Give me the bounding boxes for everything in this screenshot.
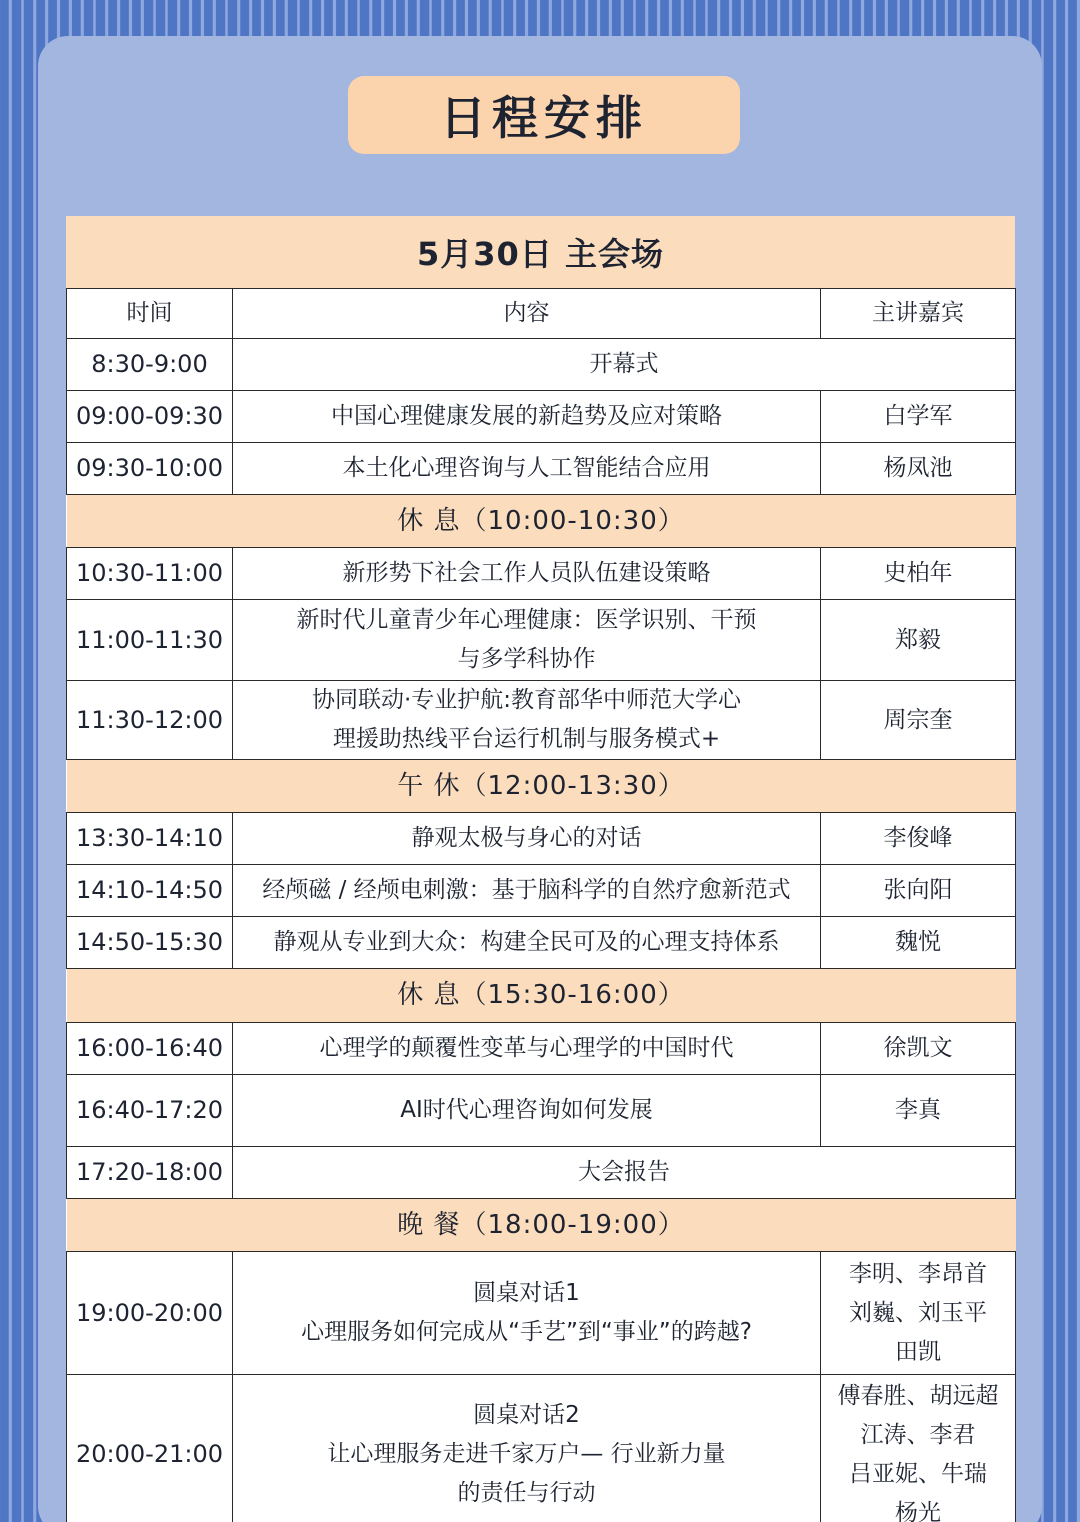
- break-row: [67, 495, 1016, 548]
- row-content: [233, 600, 821, 681]
- row-speaker: 李真: [821, 1075, 1016, 1147]
- content-line: 理援助热线平台运行机制与服务模式+: [332, 726, 721, 752]
- row-content: 本土化心理咨询与人工智能结合应用: [233, 443, 821, 495]
- row-time: 16:40-17:20: [67, 1075, 233, 1147]
- table-row: [67, 1147, 1016, 1199]
- row-speaker: 张向阳: [821, 865, 1016, 917]
- row-time: 13:30-14:10: [67, 813, 233, 865]
- row-speaker: 李俊峰: [821, 813, 1016, 865]
- row-content: 新形势下社会工作人员队伍建设策略: [233, 548, 821, 600]
- row-content: 经颅磁 / 经颅电刺激：基于脑科学的自然疗愈新范式: [233, 865, 821, 917]
- row-content: 开幕式: [233, 339, 1016, 391]
- row-speaker: 徐凯文: [821, 1023, 1016, 1075]
- content-line: 的责任与行动: [457, 1480, 596, 1506]
- row-time: 11:30-12:00: [67, 681, 233, 760]
- row-time: 20:00-21:00: [67, 1375, 233, 1522]
- table-row: [67, 339, 1016, 391]
- speaker-line: 江涛、李君: [860, 1421, 976, 1448]
- row-content: 中国心理健康发展的新趋势及应对策略: [233, 391, 821, 443]
- schedule-table: [66, 288, 1016, 1522]
- table-row: [67, 600, 1016, 681]
- content-line: 让心理服务走进千家万户— 行业新力量: [327, 1441, 726, 1467]
- speaker-line: 杨光: [895, 1499, 941, 1522]
- speaker-line: 吕亚妮、牛瑞: [849, 1460, 987, 1487]
- content-line: 新时代儿童青少年心理健康：医学识别、干预: [296, 607, 757, 633]
- row-time: 8:30-9:00: [67, 339, 233, 391]
- session-header: 5月30日 主会场: [66, 216, 1015, 288]
- table-row: [67, 681, 1016, 760]
- table-row: [67, 813, 1016, 865]
- row-time: 14:10-14:50: [67, 865, 233, 917]
- row-content: 静观太极与身心的对话: [233, 813, 821, 865]
- content-line: 圆桌对话2: [473, 1402, 580, 1428]
- row-time: 10:30-11:00: [67, 548, 233, 600]
- row-time: 17:20-18:00: [67, 1147, 233, 1199]
- row-time: 19:00-20:00: [67, 1252, 233, 1375]
- row-speaker: 白学军: [821, 391, 1016, 443]
- speaker-line: 傅春胜、胡远超: [837, 1382, 999, 1409]
- row-content: [233, 1375, 821, 1522]
- table-row: [67, 1375, 1016, 1522]
- row-speaker: 史柏年: [821, 548, 1016, 600]
- row-speaker: 周宗奎: [821, 681, 1016, 760]
- page-title: 日程安排: [348, 76, 740, 154]
- row-speaker: 杨凤池: [821, 443, 1016, 495]
- table-row: [67, 917, 1016, 969]
- table-row: [67, 443, 1016, 495]
- header-row: [67, 289, 1016, 339]
- header-content: 内容: [233, 289, 821, 339]
- content-line: 圆桌对话1: [473, 1280, 580, 1306]
- speaker-line: 刘巍、刘玉平: [849, 1299, 987, 1326]
- break-label: 午 休（12:00-13:30）: [67, 760, 1016, 813]
- row-speaker: [821, 1252, 1016, 1375]
- content-line: 与多学科协作: [457, 646, 596, 672]
- row-content: 静观从专业到大众：构建全民可及的心理支持体系: [233, 917, 821, 969]
- break-label: 休 息（10:00-10:30）: [67, 495, 1016, 548]
- row-content: [233, 1252, 821, 1375]
- content-line: 心理服务如何完成从“手艺”到“事业”的跨越?: [301, 1319, 752, 1345]
- table-row: [67, 1075, 1016, 1147]
- break-row: [67, 760, 1016, 813]
- break-row: [67, 969, 1016, 1023]
- table-row: [67, 391, 1016, 443]
- table-row: [67, 1252, 1016, 1375]
- row-time: 09:30-10:00: [67, 443, 233, 495]
- row-content: AI时代心理咨询如何发展: [233, 1075, 821, 1147]
- break-row: [67, 1199, 1016, 1252]
- table-row: [67, 865, 1016, 917]
- row-content: 心理学的颠覆性变革与心理学的中国时代: [233, 1023, 821, 1075]
- table-row: [67, 548, 1016, 600]
- content-line: 协同联动·专业护航:教育部华中师范大学心: [311, 687, 742, 713]
- row-speaker: 魏悦: [821, 917, 1016, 969]
- table-row: [67, 1023, 1016, 1075]
- break-label: 晚 餐（18:00-19:00）: [67, 1199, 1016, 1252]
- row-speaker: 郑毅: [821, 600, 1016, 681]
- header-time: 时间: [67, 289, 233, 339]
- row-content: 大会报告: [233, 1147, 1016, 1199]
- break-label: 休 息（15:30-16:00）: [67, 969, 1016, 1023]
- speaker-line: 李明、李昂首: [849, 1260, 987, 1287]
- speaker-line: 田凯: [895, 1338, 941, 1365]
- row-content: [233, 681, 821, 760]
- header-speaker: 主讲嘉宾: [821, 289, 1016, 339]
- row-time: 16:00-16:40: [67, 1023, 233, 1075]
- row-speaker: [821, 1375, 1016, 1522]
- row-time: 14:50-15:30: [67, 917, 233, 969]
- row-time: 11:00-11:30: [67, 600, 233, 681]
- row-time: 09:00-09:30: [67, 391, 233, 443]
